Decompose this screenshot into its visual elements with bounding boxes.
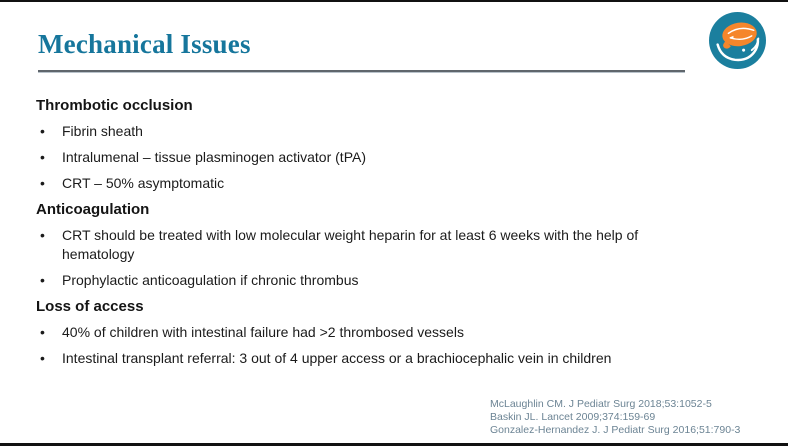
bullet-text: CRT should be treated with low molecular weight heparin for at least 6 weeks with the help of hematology xyxy=(62,227,639,262)
bullet-item xyxy=(36,122,752,141)
citation-line: McLaughlin CM. J Pediatr Surg 2018;53:1052-5 xyxy=(490,398,712,410)
slide-title: Mechanical Issues xyxy=(38,29,251,59)
bullet-text: Intralumenal – tissue plasminogen activator (tPA) xyxy=(62,149,366,165)
bullet-marker: • xyxy=(40,175,45,191)
citation-line: Baskin JL. Lancet 2009;374:159-69 xyxy=(490,411,656,423)
bullet-item xyxy=(36,148,752,167)
bullet-marker: • xyxy=(40,272,45,288)
bullet-marker: • xyxy=(40,324,45,340)
section-heading-loss-of-access: Loss of access xyxy=(36,298,144,315)
bullet-text: Fibrin sheath xyxy=(62,123,143,139)
bullet-text: CRT – 50% asymptomatic xyxy=(62,175,225,191)
bullet-marker: • xyxy=(40,149,45,165)
bullet-list xyxy=(36,323,752,368)
bullet-item xyxy=(36,349,752,368)
bullet-list xyxy=(36,226,752,290)
bullet-item xyxy=(36,323,752,342)
bullet-text: 40% of children with intestinal failure had >2 thrombosed vessels xyxy=(62,324,464,340)
bullet-text: Intestinal transplant referral: 3 out of 4 upper access or a brachiocephalic vein in children xyxy=(62,350,612,366)
citation-block xyxy=(490,398,740,437)
slide-top-border xyxy=(0,0,788,2)
bullet-item xyxy=(36,174,752,193)
bullet-item xyxy=(36,271,752,290)
title-underline-rule xyxy=(38,70,685,73)
bullet-marker: • xyxy=(40,123,45,139)
bullet-list xyxy=(36,122,752,193)
slide-body xyxy=(36,90,752,375)
bullet-marker: • xyxy=(40,350,45,366)
bullet-item xyxy=(36,226,752,264)
bullet-text: Prophylactic anticoagulation if chronic thrombus xyxy=(62,272,359,288)
bullet-marker: • xyxy=(40,227,45,243)
hospital-logo xyxy=(709,12,766,69)
section-heading-thrombotic-occlusion: Thrombotic occlusion xyxy=(36,97,193,114)
citation-line: Gonzalez-Hernandez J. J Pediatr Surg 2016;51:790-3 xyxy=(490,424,741,436)
section-heading-anticoagulation: Anticoagulation xyxy=(36,201,150,218)
